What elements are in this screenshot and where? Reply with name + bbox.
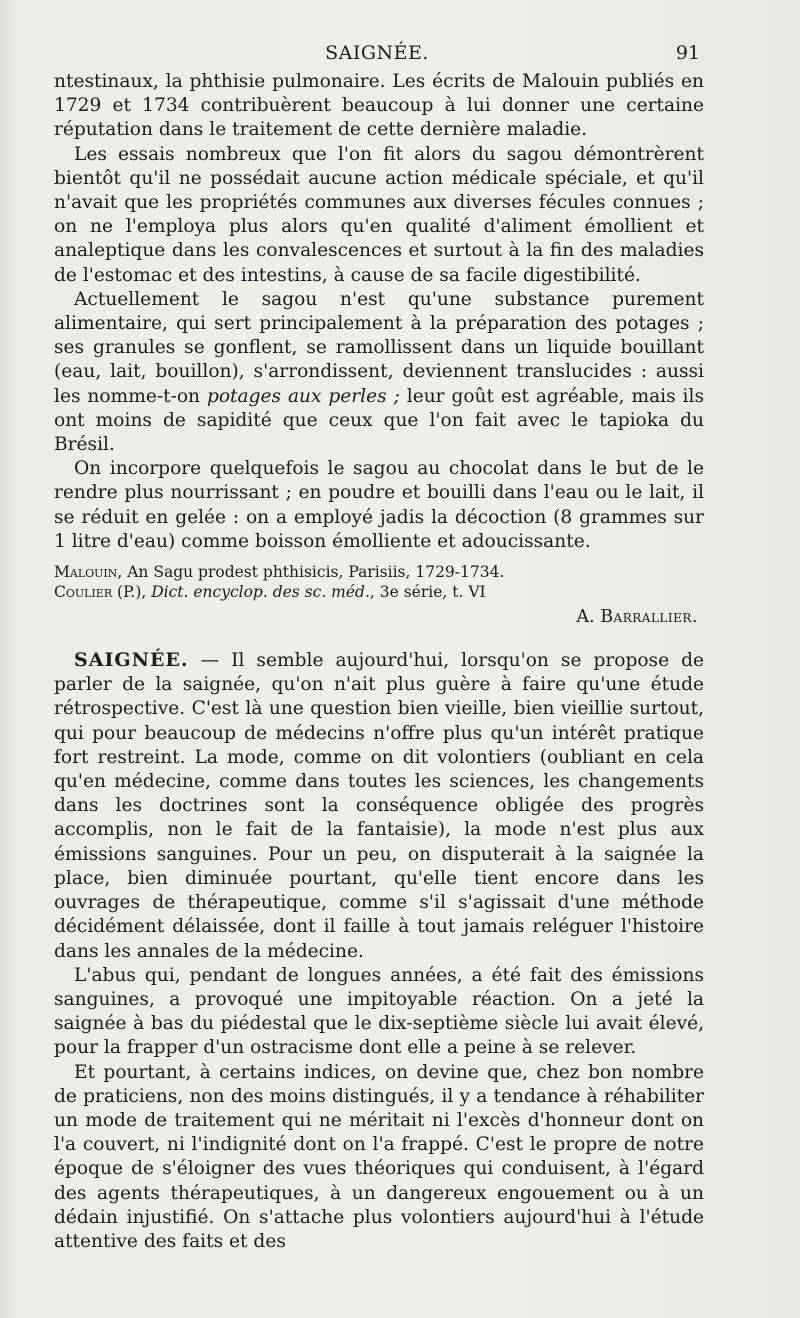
sagou-paragraph-3-text-b: leur goût est agréable, mais ils ont moins de sapidité que ceux que l'on fait avec le tapioka du Brésil.	[54, 385, 704, 456]
sagou-paragraph-2: Les essais nombreux que l'on fit alors du sagou démontrèrent bientôt qu'il ne possédait aucune action médicale spéciale, et qu'il n'avait que les propriétés communes aux diverses fécules connues ; on ne l'employa plus alors qu'en qualité d'aliment émollient et analeptique dans les convalescences et surtout à la fin des maladies de l'estomac et des intestins, à cause de sa facile digestibilité.	[54, 143, 704, 286]
reference-author: Coulier	[54, 583, 113, 602]
reference-text: An Sagu prodest phthisicis, Parisiis, 1729-1734.	[122, 563, 505, 582]
saignee-paragraph-2: L'abus qui, pendant de longues années, a été fait des émissions sanguines, a provoqué une impitoyable réaction. On a jeté la saignée à bas du piédestal que le dix-septième siècle lui avait élevé, pour la frapper d'un ostracisme dont elle a peine à se relever.	[54, 964, 704, 1059]
sagou-paragraph-3	[54, 288, 704, 457]
sagou-paragraph-3-text-a: Actuellement le sagou n'est qu'une substance purement alimentaire, qui sert principalement à la préparation des potages ; ses granules se gonflent, se ramollissent dans un liquide bouillant (eau, lait, bouillon), s'arrondissent, deviennent translucides : aussi les nomme-t-on	[54, 288, 704, 407]
reference-author: Malouin,	[54, 563, 123, 582]
running-header	[54, 40, 700, 70]
author-signature	[54, 606, 704, 628]
reference-title: Dict. encyclop. des sc. méd.	[151, 583, 370, 602]
sagou-paragraph-1: ntestinaux, la phthisie pulmonaire. Les écrits de Malouin publiés en 1729 et 1734 contribuèrent beaucoup à lui donner une certaine réputation dans le traitement de cette dernière maladie.	[54, 71, 704, 141]
reference-coulier	[54, 582, 704, 602]
sagou-paragraph-3-italic: potages aux perles ;	[206, 385, 400, 407]
signature-initial: A.	[576, 607, 601, 628]
saignee-paragraph-1	[54, 648, 704, 964]
signature-name: Barrallier.	[600, 607, 698, 628]
bibliography	[54, 562, 704, 602]
reference-text: (P.),	[112, 583, 152, 602]
text-body	[54, 70, 704, 1254]
running-title: SAIGNÉE.	[325, 42, 429, 64]
saignee-paragraph-1-text: — Il semble aujourd'hui, lorsqu'on se propose de parler de la saignée, qu'on n'ait plus guère à faire qu'une étude rétrospective. C'est là une question bien vieille, bien vieillie surtout, qui pour beaucoup de médecins n'offre plus qu'un intérêt pratique fort restreint. La mode, comme on dit volontiers (oubliant en cela qu'en médecine, comme dans toutes les sciences, les changements dans les doctrines sont la conséquence obligée des progrès accomplis, non le fait de la fantaisie), la mode n'est plus aux émissions sanguines. Pour un peu, on disputerait à la saignée la place, bien diminuée pourtant, qu'elle tient encore dans les ouvrages de thérapeutique, comme s'il s'agissait d'une méthode décidément délaissée, dont il faille à tout jamais reléguer l'histoire dans les annales de la médecine.	[54, 650, 704, 962]
page-number: 91	[675, 42, 700, 64]
reference-text: , 3e série, t. VI	[369, 583, 486, 602]
article-headword: SAIGNÉE.	[74, 649, 189, 672]
reference-malouin	[54, 562, 704, 582]
sagou-paragraph-4: On incorpore quelquefois le sagou au chocolat dans le but de le rendre plus nourrissant ; en poudre et bouilli dans l'eau ou le lait, il se réduit en gelée : on a employé jadis la décoction (8 grammes sur 1 litre d'eau) comme boisson émolliente et adoucissante.	[54, 458, 704, 552]
saignee-paragraph-3: Et pourtant, à certains indices, on devine que, chez bon nombre de praticiens, non des moins distingués, il y a tendance à réhabiliter un mode de traitement qui ne méritait ni l'excès d'honneur dont on l'a couvert, ni l'indignité dont on l'a frappé. C'est le propre de notre époque de s'éloigner des vues théoriques qui conduisent, à l'égard des agents thérapeutiques, à un dangereux engouement ou à un dédain injustifié. On s'attache plus volontiers aujourd'hui à l'étude attentive des faits et des	[54, 1061, 704, 1252]
